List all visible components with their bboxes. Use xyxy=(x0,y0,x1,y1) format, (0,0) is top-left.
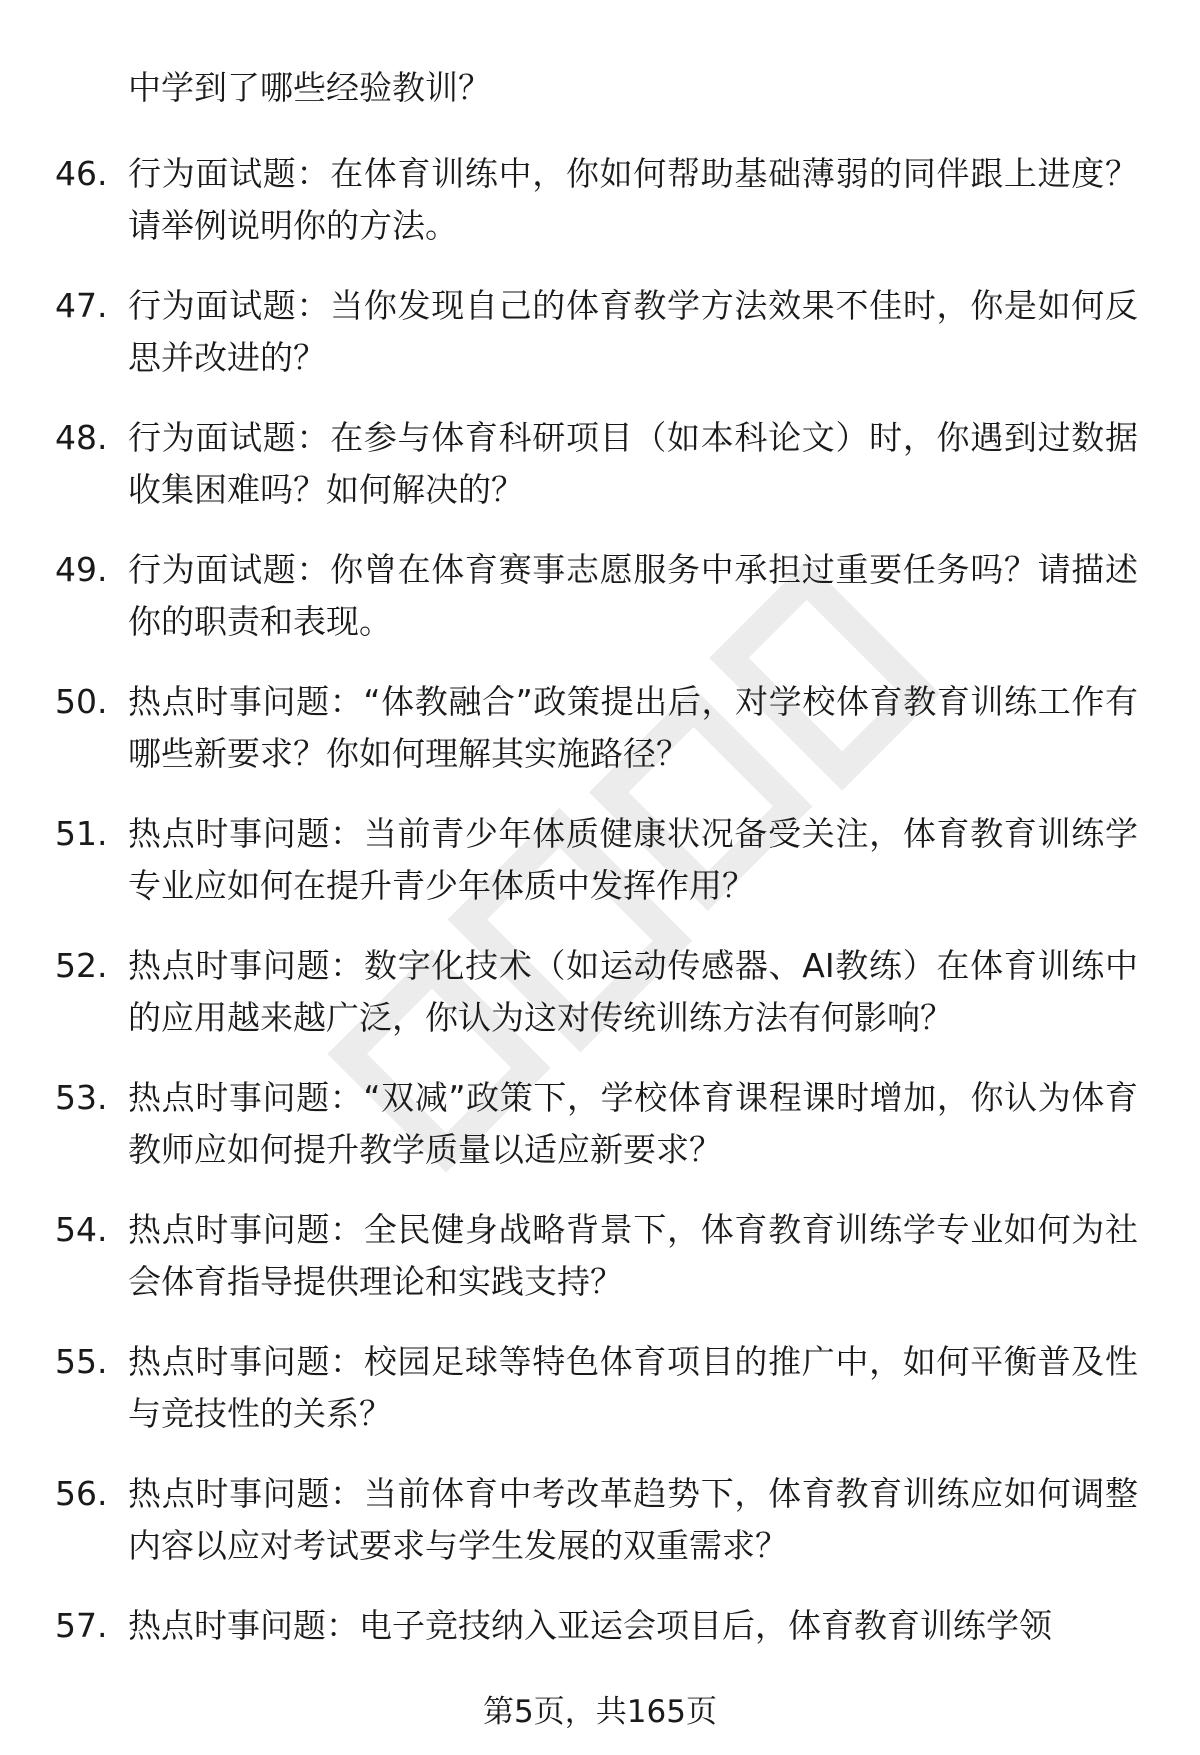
question-text: 热点时事问题：电子竞技纳入亚运会项目后，体育教育训练学领 xyxy=(128,1606,1052,1645)
question-number: 46. xyxy=(55,154,108,193)
question-number: 51. xyxy=(55,814,108,853)
question-text: 行为面试题：你曾在体育赛事志愿服务中承担过重要任务吗？请描述你的职责和表现。 xyxy=(128,550,1138,641)
question-number: 52. xyxy=(55,946,108,985)
continuation-text: 中学到了哪些经验教训？ xyxy=(128,68,491,107)
question-item xyxy=(0,1468,1200,1600)
question-item xyxy=(0,280,1200,412)
question-number: 50. xyxy=(55,682,108,721)
question-text: 行为面试题：当你发现自己的体育教学方法效果不佳时，你是如何反思并改进的？ xyxy=(128,286,1138,377)
question-text: 行为面试题：在参与体育科研项目（如本科论文）时，你遇到过数据收集困难吗？如何解决的？ xyxy=(128,418,1138,509)
question-text: 热点时事问题：当前青少年体质健康状况备受关注，体育教育训练学专业应如何在提升青少年体质中发挥作用？ xyxy=(128,814,1138,905)
question-text: 热点时事问题：当前体育中考改革趋势下，体育教育训练应如何调整内容以应对考试要求与学生发展的双重需求？ xyxy=(128,1474,1138,1565)
question-item xyxy=(0,412,1200,544)
question-text: 热点时事问题：全民健身战略背景下，体育教育训练学专业如何为社会体育指导提供理论和实践支持？ xyxy=(128,1210,1138,1301)
question-text: 热点时事问题：校园足球等特色体育项目的推广中，如何平衡普及性与竞技性的关系？ xyxy=(128,1342,1138,1433)
question-number: 53. xyxy=(55,1078,108,1117)
question-item xyxy=(0,148,1200,280)
page-footer: 第5页，共165页 xyxy=(483,1694,717,1730)
question-item xyxy=(0,1072,1200,1204)
question-item xyxy=(0,808,1200,940)
question-number: 56. xyxy=(55,1474,108,1513)
question-text: 热点时事问题：“体教融合”政策提出后，对学校体育教育训练工作有哪些新要求？你如何理解其实施路径？ xyxy=(128,682,1138,773)
question-number: 57. xyxy=(55,1606,108,1645)
question-text: 热点时事问题：数字化技术（如运动传感器、AI教练）在体育训练中的应用越来越广泛，你认为这对传统训练方法有何影响？ xyxy=(128,946,1138,1037)
question-number: 55. xyxy=(55,1342,108,1381)
question-item xyxy=(0,1204,1200,1336)
question-item xyxy=(0,1336,1200,1468)
question-text: 热点时事问题：“双减”政策下，学校体育课程课时增加，你认为体育教师应如何提升教学质量以适应新要求？ xyxy=(128,1078,1138,1169)
question-number: 47. xyxy=(55,286,108,325)
question-list xyxy=(0,148,1200,1732)
question-number: 54. xyxy=(55,1210,108,1249)
question-item xyxy=(0,676,1200,808)
question-number: 48. xyxy=(55,418,108,457)
question-item xyxy=(0,544,1200,676)
question-item xyxy=(0,940,1200,1072)
question-text: 行为面试题：在体育训练中，你如何帮助基础薄弱的同伴跟上进度？请举例说明你的方法。 xyxy=(128,154,1138,245)
question-number: 49. xyxy=(55,550,108,589)
